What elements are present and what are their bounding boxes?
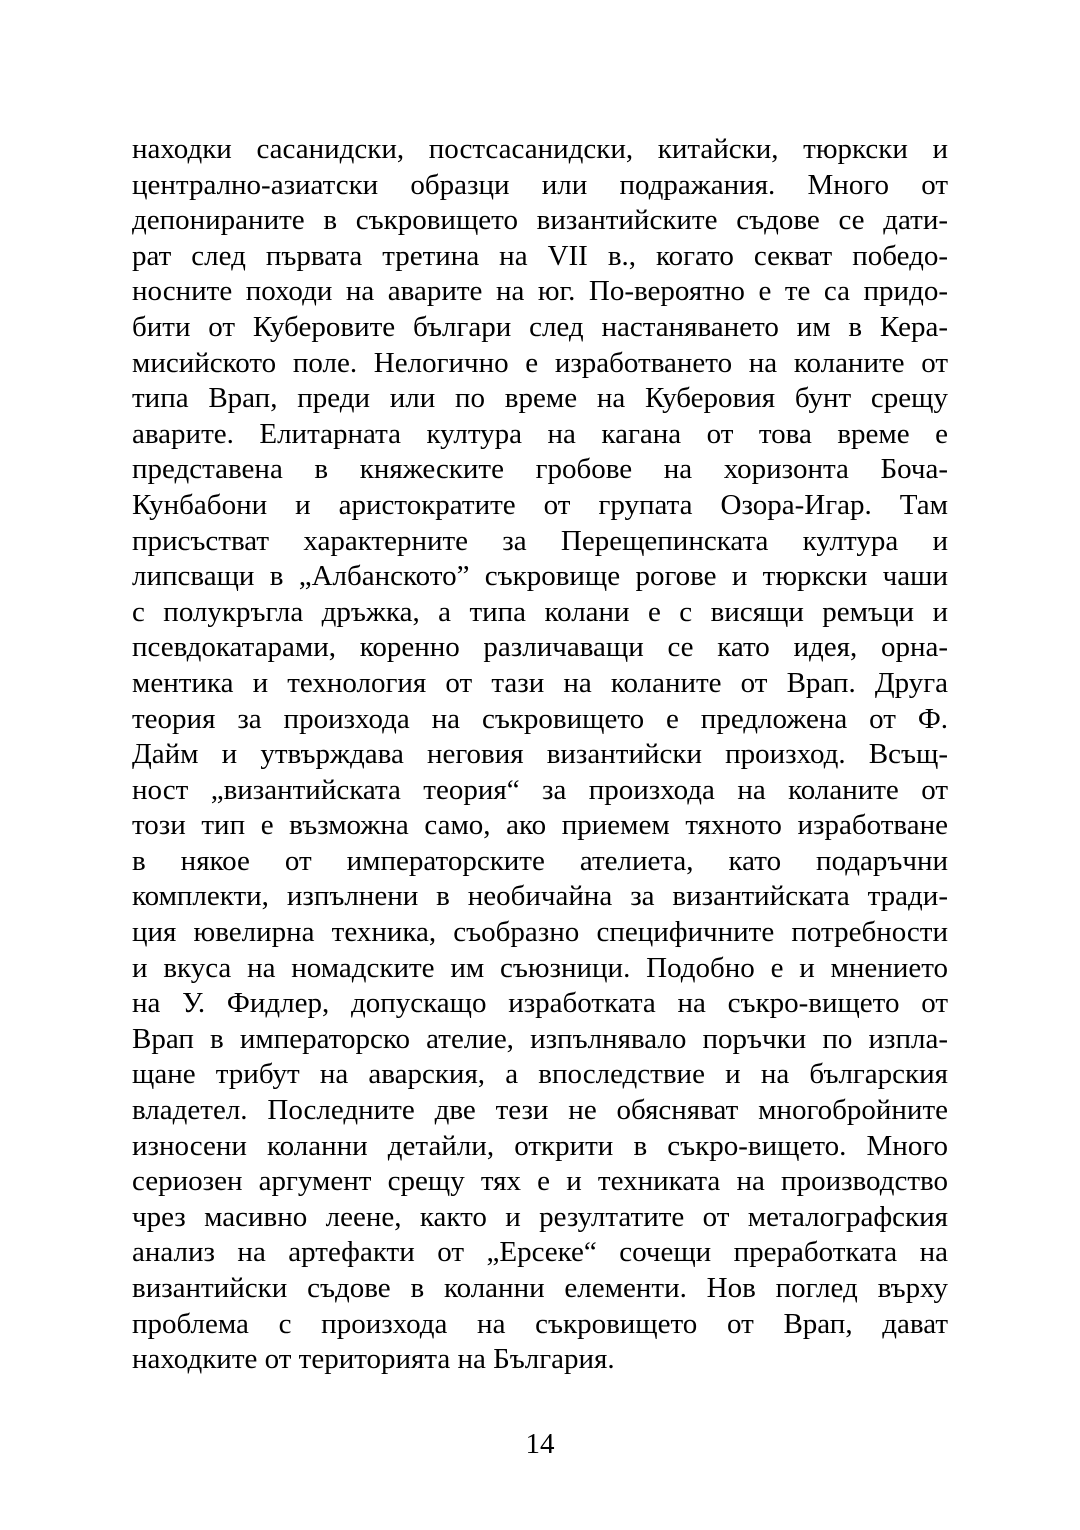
text-line: Дайм и утвърждава неговия византийски произход. Всъщ- <box>132 738 948 771</box>
text-line: владетел. Последните две тези не обясняват многобройните <box>132 1094 948 1127</box>
text-line: комплекти, изпълнени в необичайна за византийската тради- <box>132 880 948 913</box>
text-line: аварите. Елитарната култура на кагана от това време е <box>132 417 948 450</box>
text-line: Врап в императорско ателие, изпълнявало поръчки по изпла- <box>132 1022 948 1055</box>
text-line: липсващи в „Албанското” съкровище рогове и тюркски чаши <box>132 560 948 593</box>
text-line: присъстват характерните за Перещепинската култура и <box>132 524 948 557</box>
text-line: типа Врап, преди или по време на Куберовия бунт срещу <box>132 382 948 415</box>
text-line: мисийското поле. Нелогично е изработването на коланите от <box>132 346 948 379</box>
text-line-last: находките от територията на България. <box>132 1343 615 1376</box>
text-line: находки сасанидски, постсасанидски, китайски, тюркски и <box>132 133 948 165</box>
text-line: ментика и технология от тази на коланите от Врап. Друга <box>132 666 948 699</box>
text-line: ция ювелирна техника, съобразно специфичните потребности <box>132 916 948 949</box>
text-line: ност „византийската теория“ за произхода на коланите от <box>132 773 948 806</box>
text-line: този тип е възможна само, ако приемем тяхното изработване <box>132 809 948 842</box>
text-line: Кунбабони и аристократите от групата Озора-Игар. Там <box>132 488 948 521</box>
text-line: депонираните в съкровището византийските съдове се дати- <box>132 204 948 237</box>
text-line: псевдокатарами, коренно различаващи се като идея, орна- <box>132 631 948 664</box>
text-line: проблема с произхода на съкровището от Врап, дават <box>132 1307 948 1340</box>
text-line: и вкуса на номадските им съюзници. Подобно е и мнението <box>132 951 948 984</box>
text-line: чрез масивно леене, както и резултатите от металографския <box>132 1200 948 1233</box>
text-line: в някое от императорските ателиета, като подаръчни <box>132 844 948 877</box>
text-line: на У. Фидлер, допускащо изработката на съкро-вището от <box>132 987 948 1020</box>
text-line: централно-азиатски образци или подражания. Много от <box>132 168 948 201</box>
text-line: щане трибут на аварския, а впоследствие и на българския <box>132 1058 948 1091</box>
body-paragraph <box>132 132 948 1378</box>
text-line: с полукръгла дръжка, а типа колани е с висящи ремъци и <box>132 595 948 628</box>
text-line: анализ на артефакти от „Ерсеке“ сочещи преработката на <box>132 1236 948 1269</box>
text-line: теория за произхода на съкровището е предложена от Ф. <box>132 702 948 735</box>
text-line: рат след първата третина на VII в., когато секват победо- <box>132 239 948 272</box>
text-line: византийски съдове в коланни елементи. Нов поглед върху <box>132 1272 948 1304</box>
text-line: носните походи на аварите на юг. По-вероятно е те са придо- <box>132 275 948 308</box>
text-line: сериозен аргумент срещу тях е и техниката на производство <box>132 1165 948 1198</box>
text-line: бити от Куберовите българи след настаняването им в Кера- <box>132 310 948 343</box>
page-number: 14 <box>525 1428 555 1460</box>
text-line: износени коланни детайли, открити в съкро-вището. Много <box>132 1129 948 1162</box>
text-line: представена в княжеските гробове на хоризонта Боча- <box>132 453 948 486</box>
